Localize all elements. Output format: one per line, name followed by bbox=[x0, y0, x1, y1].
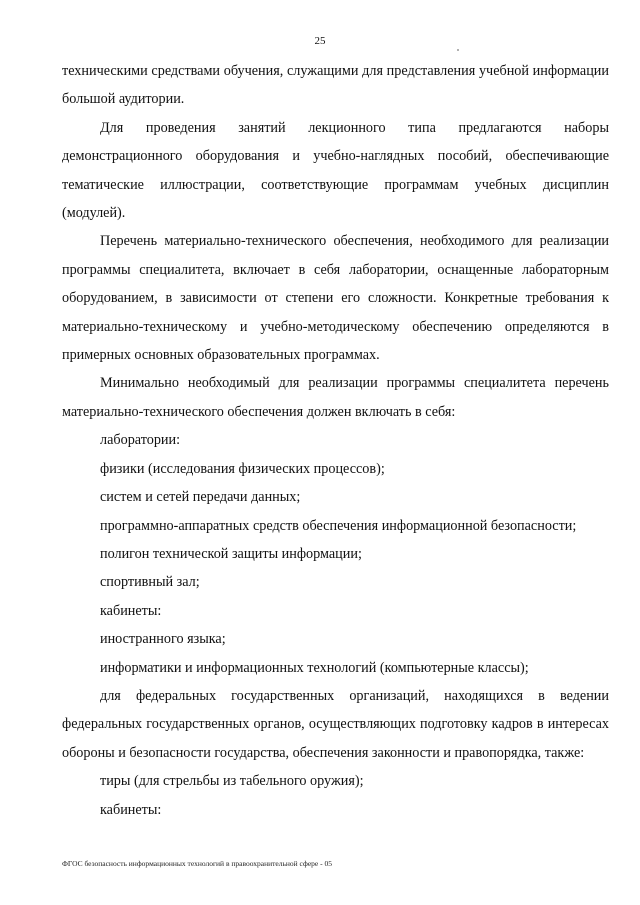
paragraph-minimum-list: Минимально необходимый для реализации программы специалитета перечень материально-технического обеспечения должен включать в себя: bbox=[62, 375, 609, 420]
paragraph-federal-organizations: для федеральных государственных организаций, находящихся в ведении федеральных государственных органов, осуществляющих подготовку кадров в интересах обороны и безопасности государства, обеспечения законности и правопорядка, также: bbox=[62, 687, 609, 761]
list-item: лаборатории: bbox=[100, 432, 181, 449]
list-item: полигон технической защиты информации; bbox=[100, 545, 362, 562]
list-item: программно-аппаратных средств обеспечения информационной безопасности; bbox=[100, 517, 577, 534]
list-item: информатики и информационных технологий (компьютерные классы); bbox=[100, 659, 529, 676]
paragraph-continuation: техническими средствами обучения, служащими для представления учебной информации большой аудитории. bbox=[62, 63, 609, 108]
list-item: кабинеты: bbox=[100, 602, 162, 619]
paragraph-equipment-list: Перечень материально-технического обеспечения, необходимого для реализации программы специалитета, включает в себя лаборатории, оснащенные лабораторным оборудованием, в зависимости от степени его сложности. Конкретные требования к материально-техническому и учебно-методическому обеспечению определяются в примерных основных образовательных программах. bbox=[62, 233, 609, 364]
list-item: систем и сетей передачи данных; bbox=[100, 489, 301, 506]
page-footer: ФГОС безопасность информационных технологий в правоохранительной сфере - 05 bbox=[62, 859, 332, 868]
body-text bbox=[62, 57, 609, 824]
scan-speck bbox=[457, 49, 459, 51]
paragraph-lecture-equipment: Для проведения занятий лекционного типа предлагаются наборы демонстрационного оборудования и учебно-наглядных пособий, обеспечивающие тематические иллюстрации, соответствующие программам учебных дисциплин (модулей). bbox=[62, 119, 609, 222]
list-item: тиры (для стрельбы из табельного оружия); bbox=[100, 773, 364, 790]
list-item: иностранного языка; bbox=[100, 631, 226, 648]
list-item: кабинеты: bbox=[100, 801, 162, 818]
page-number: 25 bbox=[314, 35, 326, 47]
list-item: спортивный зал; bbox=[100, 574, 200, 591]
list-item: физики (исследования физических процессов); bbox=[100, 460, 385, 477]
